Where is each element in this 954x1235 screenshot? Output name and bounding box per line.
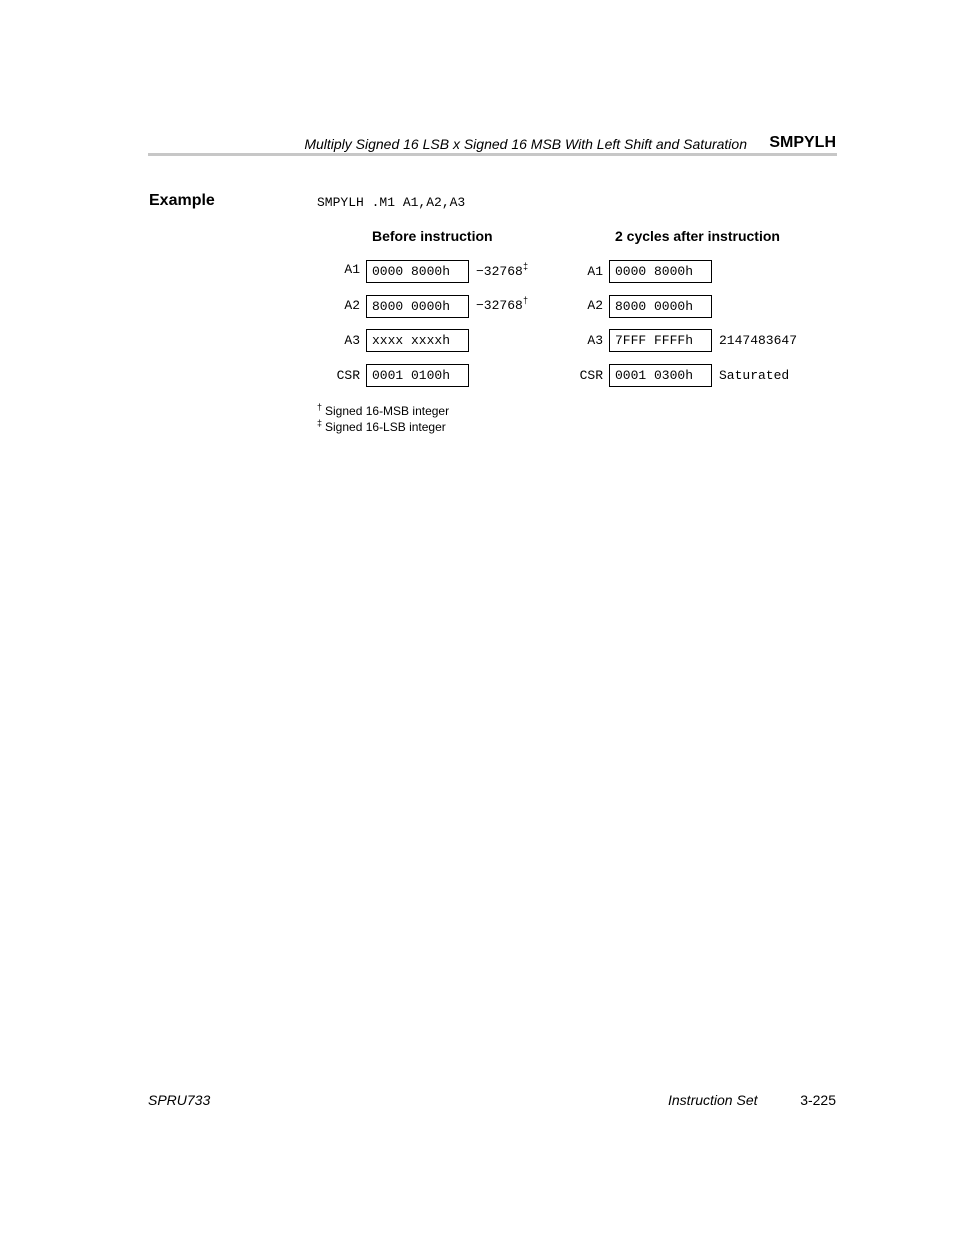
after-reg-note: 2147483647 (719, 333, 798, 348)
before-reg-value: 0000 8000h (366, 260, 469, 283)
footnote (317, 404, 449, 418)
after-reg-value: 7FFF FFFFh (609, 329, 712, 352)
before-reg-value: xxxx xxxxh (366, 329, 469, 352)
after-reg-label: A1 (587, 264, 603, 279)
page-header-title: Multiply Signed 16 LSB x Signed 16 MSB With Left Shift and Saturation (304, 136, 747, 152)
before-reg-label: A3 (344, 333, 360, 348)
before-heading: Before instruction (372, 228, 493, 244)
code-example: SMPYLH .M1 A1,A2,A3 (317, 195, 466, 210)
before-reg-label: A2 (344, 298, 360, 313)
after-reg-label: A3 (587, 333, 603, 348)
before-reg-value: 0001 0100h (366, 364, 469, 387)
after-reg-value: 0000 8000h (609, 260, 712, 283)
after-reg-value: 8000 0000h (609, 295, 712, 318)
after-heading: 2 cycles after instruction (615, 228, 780, 244)
header-rule (148, 153, 837, 156)
footnote-mark: ‡ (317, 418, 323, 428)
footnote (317, 420, 446, 434)
footnote-mark: † (522, 295, 529, 306)
section-label-example: Example (149, 192, 215, 209)
instruction-mnemonic: SMPYLH (769, 134, 836, 151)
after-reg-value: 0001 0300h (609, 364, 712, 387)
after-reg-label: CSR (579, 368, 603, 383)
before-reg-note: −32768† (476, 295, 529, 313)
footnote-text: Signed 16-MSB integer (325, 404, 450, 418)
before-reg-label: A1 (344, 262, 360, 277)
before-reg-label: CSR (336, 368, 360, 383)
footer-page-number: 3-225 (800, 1092, 836, 1108)
footer-doc-id: SPRU733 (148, 1092, 211, 1108)
footer-section: Instruction Set (668, 1092, 758, 1108)
after-reg-note: Saturated (719, 368, 790, 383)
footnote-text: Signed 16-LSB integer (325, 420, 446, 434)
before-reg-note: −32768‡ (476, 261, 529, 279)
footnote-mark: † (317, 402, 323, 412)
after-reg-label: A2 (587, 298, 603, 313)
before-reg-value: 8000 0000h (366, 295, 469, 318)
footnote-mark: ‡ (522, 261, 529, 272)
